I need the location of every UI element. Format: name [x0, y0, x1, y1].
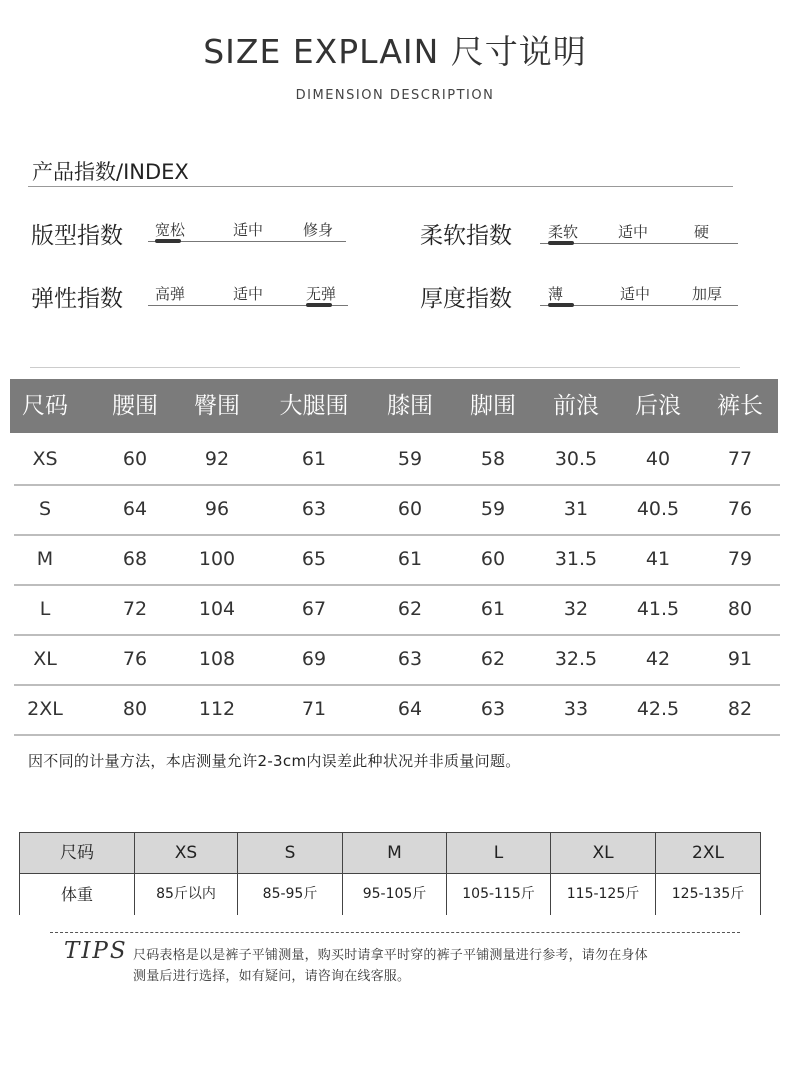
size-label: XL	[33, 648, 57, 670]
index-label: 厚度指数	[420, 286, 512, 312]
size-column-header: 裤长	[717, 393, 763, 419]
index-option: 适中	[233, 221, 264, 239]
size-value: 68	[122, 548, 148, 570]
weight-size-cell: L	[447, 833, 551, 874]
size-value: 33	[563, 698, 589, 720]
index-option: 加厚	[692, 285, 723, 303]
index-option: 无弹	[306, 285, 337, 303]
index-label: 弹性指数	[31, 286, 123, 312]
index-option: 高弹	[155, 285, 186, 303]
weight-range-cell: 125-135斤	[656, 874, 760, 915]
size-column-header: 大腿围	[279, 393, 349, 419]
size-value: 108	[198, 648, 236, 670]
size-value: 91	[727, 648, 753, 670]
index-option: 硬	[694, 223, 710, 241]
size-label: S	[38, 498, 52, 520]
size-value: 64	[397, 698, 423, 720]
size-column-header: 臀围	[194, 393, 240, 419]
tips-label: TIPS	[64, 938, 128, 964]
size-value: 112	[198, 698, 236, 720]
size-value: 65	[301, 548, 327, 570]
size-value: 63	[480, 698, 506, 720]
size-table-header	[10, 379, 778, 433]
size-label: 2XL	[27, 698, 63, 720]
size-value: 63	[301, 498, 327, 520]
size-value: 104	[198, 598, 236, 620]
index-selected-marker	[155, 239, 181, 243]
weight-size-header: 尺码	[20, 833, 135, 874]
size-value: 32	[563, 598, 589, 620]
weight-size-cell: 2XL	[656, 833, 760, 874]
size-value: 41	[645, 548, 671, 570]
weight-range-cell: 95-105斤	[343, 874, 447, 915]
table-row-divider	[14, 684, 780, 686]
size-value: 82	[727, 698, 753, 720]
size-value: 77	[727, 448, 753, 470]
size-column-header: 前浪	[553, 393, 599, 419]
index-option: 适中	[233, 285, 264, 303]
size-label: L	[39, 598, 51, 620]
index-option: 适中	[620, 285, 651, 303]
tips-line-2: 测量后进行选择，如有疑问，请咨询在线客服。	[133, 969, 411, 984]
size-column-header: 膝围	[387, 393, 433, 419]
size-value: 67	[301, 598, 327, 620]
size-value: 30.5	[554, 448, 598, 470]
size-value: 41.5	[636, 598, 680, 620]
index-label: 柔软指数	[420, 223, 512, 249]
size-value: 59	[480, 498, 506, 520]
table-row-divider	[14, 584, 780, 586]
index-option: 修身	[303, 221, 334, 239]
table-row-divider	[14, 484, 780, 486]
size-value: 61	[301, 448, 327, 470]
index-divider	[28, 186, 733, 187]
section-divider	[30, 367, 740, 368]
size-value: 31	[563, 498, 589, 520]
size-column-header: 腰围	[112, 393, 158, 419]
size-value: 76	[727, 498, 753, 520]
size-value: 59	[397, 448, 423, 470]
size-value: 64	[122, 498, 148, 520]
size-value: 58	[480, 448, 506, 470]
size-value: 100	[198, 548, 236, 570]
index-option: 柔软	[548, 223, 579, 241]
size-value: 61	[480, 598, 506, 620]
table-row-divider	[14, 734, 780, 736]
page-subtitle: DIMENSION DESCRIPTION	[295, 88, 495, 103]
size-value: 40.5	[636, 498, 680, 520]
size-value: 60	[122, 448, 148, 470]
index-option: 适中	[618, 223, 649, 241]
size-label: XS	[32, 448, 58, 470]
page-title: SIZE EXPLAIN 尺寸说明	[203, 32, 587, 71]
size-value: 60	[480, 548, 506, 570]
size-value: 42.5	[636, 698, 680, 720]
index-label: 版型指数	[31, 223, 123, 249]
index-option: 宽松	[155, 221, 186, 239]
index-selected-marker	[548, 303, 574, 307]
tips-line-1: 尺码表格是以是裤子平铺测量，购买时请拿平时穿的裤子平铺测量进行参考，请勿在身体	[133, 948, 648, 963]
index-option: 薄	[548, 285, 564, 303]
size-value: 72	[122, 598, 148, 620]
weight-range-cell: 85斤以内	[135, 874, 238, 915]
index-selected-marker	[548, 241, 574, 245]
weight-size-cell: M	[343, 833, 447, 874]
size-value: 62	[480, 648, 506, 670]
size-value: 80	[727, 598, 753, 620]
size-value: 71	[301, 698, 327, 720]
weight-size-cell: XL	[551, 833, 656, 874]
size-value: 79	[727, 548, 753, 570]
weight-range-cell: 105-115斤	[447, 874, 551, 915]
size-value: 96	[204, 498, 230, 520]
weight-size-cell: S	[238, 833, 343, 874]
weight-header: 体重	[20, 874, 135, 915]
weight-range-cell: 115-125斤	[551, 874, 656, 915]
weight-table	[19, 832, 761, 915]
size-label: M	[36, 548, 54, 570]
tips-divider	[50, 932, 740, 933]
size-value: 62	[397, 598, 423, 620]
index-heading: 产品指数/INDEX	[32, 160, 189, 184]
size-value: 63	[397, 648, 423, 670]
size-column-header: 后浪	[635, 393, 681, 419]
size-value: 92	[204, 448, 230, 470]
measurement-disclaimer: 因不同的计量方法，本店测量允许2-3cm内误差此种状况并非质量问题。	[28, 752, 521, 770]
size-value: 31.5	[554, 548, 598, 570]
index-selected-marker	[306, 303, 332, 307]
size-value: 40	[645, 448, 671, 470]
size-value: 76	[122, 648, 148, 670]
weight-range-cell: 85-95斤	[238, 874, 343, 915]
size-value: 61	[397, 548, 423, 570]
size-value: 60	[397, 498, 423, 520]
size-column-header: 脚围	[470, 393, 516, 419]
size-value: 69	[301, 648, 327, 670]
table-row-divider	[14, 634, 780, 636]
size-value: 32.5	[554, 648, 598, 670]
size-column-header: 尺码	[22, 393, 68, 419]
weight-size-cell: XS	[135, 833, 238, 874]
table-row-divider	[14, 534, 780, 536]
size-value: 80	[122, 698, 148, 720]
size-value: 42	[645, 648, 671, 670]
